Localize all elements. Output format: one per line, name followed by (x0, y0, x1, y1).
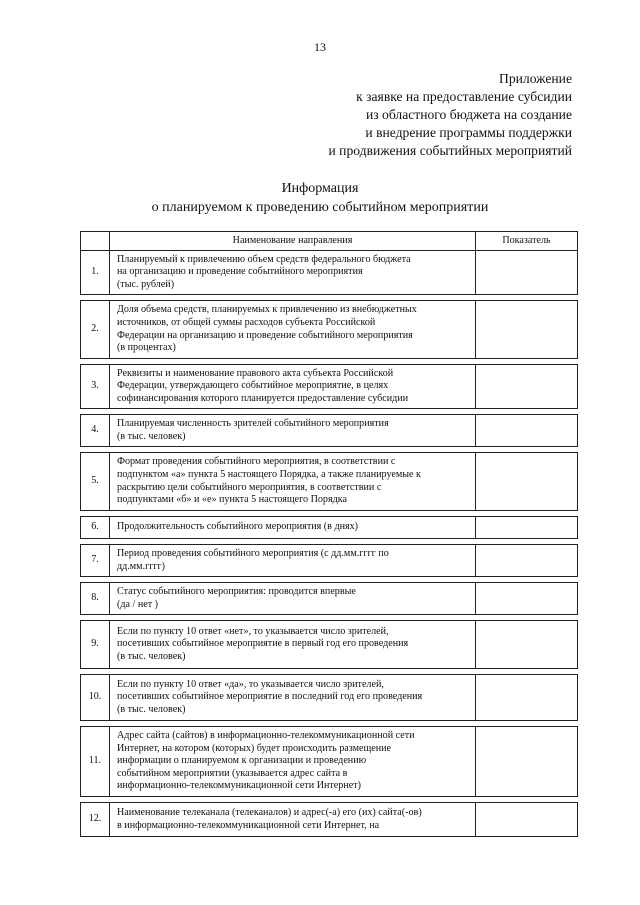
row-direction-name (110, 415, 476, 447)
appendix-header (329, 70, 573, 160)
title-line-2: о планируемом к проведению событийном мероприятии (151, 200, 489, 215)
row-indicator-value (476, 453, 578, 511)
title-line-1: Информация (281, 181, 359, 196)
appendix-line: из областного бюджета на создание (366, 107, 572, 122)
row-number: 3. (81, 365, 110, 409)
document-title (0, 179, 640, 217)
direction-text-line: посетивших событийное мероприятие в первый год его проведения (117, 638, 409, 650)
row-indicator-value (476, 415, 578, 447)
row-direction-name (110, 583, 476, 615)
row-direction-name (110, 517, 476, 539)
direction-text-line: событийном мероприятии (указывается адрес сайта в (117, 767, 348, 779)
direction-text-line: Формат проведения событийного мероприятия, в соответствии с (117, 456, 396, 468)
direction-text-line: Период проведения событийного мероприятия (с дд.мм.гггг по (117, 547, 389, 559)
direction-text-line: подпунктом «а» пункта 5 настоящего Порядка, а также планируемые к (117, 468, 421, 480)
row-indicator-value (476, 675, 578, 721)
direction-text-line: дд.мм.гггг) (117, 560, 166, 572)
page-number: 13 (314, 40, 326, 54)
direction-text-line: Продолжительность событийного мероприятия (в днях) (117, 521, 359, 533)
row-direction-name (110, 251, 476, 295)
appendix-line: Приложение (499, 71, 572, 86)
row-indicator-value (476, 251, 578, 295)
table-row (81, 365, 578, 409)
row-direction-name (110, 803, 476, 837)
direction-text-line: Реквизиты и наименование правового акта субъекта Российской (117, 367, 394, 379)
direction-text-line: Адрес сайта (сайтов) в информационно-телекоммуникационной сети (117, 730, 415, 742)
row-indicator-value (476, 517, 578, 539)
row-direction-name (110, 621, 476, 669)
direction-text-line: Статус событийного мероприятия: проводится впервые (117, 585, 356, 597)
row-direction-name (110, 727, 476, 797)
table-row (81, 803, 578, 837)
table-row (81, 517, 578, 539)
direction-text-line: Доля объема средств, планируемых к привлечению из внебюджетных (117, 304, 417, 316)
table-row (81, 675, 578, 721)
appendix-line: к заявке на предоставление субсидии (356, 89, 572, 104)
direction-text-line: подпунктами «б» и «е» пункта 5 настоящего Порядка (117, 494, 347, 506)
direction-text-line: (в тыс. человек) (117, 430, 186, 442)
direction-text-line: посетивших событийное мероприятие в последний год его проведения (117, 691, 423, 703)
direction-text-line: информации о планируемом к организации и проведению (117, 755, 367, 767)
row-direction-name (110, 453, 476, 511)
row-number: 11. (81, 727, 110, 797)
row-indicator-value (476, 621, 578, 669)
row-number: 4. (81, 415, 110, 447)
row-number: 6. (81, 517, 110, 539)
appendix-line: и внедрение программы поддержки (365, 125, 572, 140)
direction-text-line: (тыс. рублей) (117, 278, 175, 290)
row-number: 8. (81, 583, 110, 615)
row-indicator-value (476, 545, 578, 577)
row-number: 12. (81, 803, 110, 837)
appendix-line: и продвижения событийных мероприятий (328, 143, 572, 158)
table-row (81, 621, 578, 669)
direction-text-line: источников, от общей суммы расходов субъекта Российской (117, 316, 376, 328)
direction-text-line: (в процентах) (117, 342, 176, 354)
table-row (81, 301, 578, 359)
direction-text-line: (в тыс. человек) (117, 650, 186, 662)
row-number: 5. (81, 453, 110, 511)
header-value: Показатель (476, 232, 578, 251)
row-number: 2. (81, 301, 110, 359)
row-direction-name (110, 675, 476, 721)
direction-text-line: Планируемая численность зрителей событийного мероприятия (117, 417, 389, 429)
table-row (81, 453, 578, 511)
direction-text-line: информационно-телекоммуникационной сети Интернет) (117, 780, 361, 792)
direction-text-line: Если по пункту 10 ответ «нет», то указывается число зрителей, (117, 625, 389, 637)
row-number: 1. (81, 251, 110, 295)
row-number: 9. (81, 621, 110, 669)
row-direction-name (110, 365, 476, 409)
row-indicator-value (476, 583, 578, 615)
direction-text-line: в информационно-телекоммуникационной сети Интернет, на (117, 819, 380, 831)
table-row (81, 545, 578, 577)
row-direction-name (110, 301, 476, 359)
direction-text-line: Федерации, утверждающего событийное мероприятие, в целях (117, 380, 389, 392)
direction-text-line: Если по пункту 10 ответ «да», то указывается число зрителей, (117, 678, 384, 690)
info-table (80, 231, 578, 837)
row-number: 10. (81, 675, 110, 721)
direction-text-line: Наименование телеканала (телеканалов) и адрес(-а) его (их) сайта(-ов) (117, 806, 422, 818)
row-direction-name (110, 545, 476, 577)
direction-text-line: (да / нет ) (117, 598, 159, 610)
direction-text-line: Интернет, на котором (которых) будет происходить размещение (117, 742, 392, 754)
header-name: Наименование направления (110, 232, 476, 251)
table-row (81, 583, 578, 615)
direction-text-line: Планируемый к привлечению объем средств федерального бюджета (117, 253, 411, 265)
direction-text-line: раскрытию цели событийного мероприятия, в соответствии с (117, 481, 382, 493)
table-header-row (81, 232, 578, 251)
direction-text-line: на организацию и проведение событийного мероприятия (117, 266, 363, 278)
row-number: 7. (81, 545, 110, 577)
direction-text-line: Федерации на организацию и проведение событийного мероприятия (117, 329, 413, 341)
row-indicator-value (476, 727, 578, 797)
table-row (81, 251, 578, 295)
header-num (81, 232, 110, 251)
table-row (81, 415, 578, 447)
direction-text-line: софинансирования которого планируется предоставление субсидии (117, 392, 409, 404)
direction-text-line: (в тыс. человек) (117, 703, 186, 715)
row-indicator-value (476, 803, 578, 837)
row-indicator-value (476, 365, 578, 409)
table-row (81, 727, 578, 797)
row-indicator-value (476, 301, 578, 359)
